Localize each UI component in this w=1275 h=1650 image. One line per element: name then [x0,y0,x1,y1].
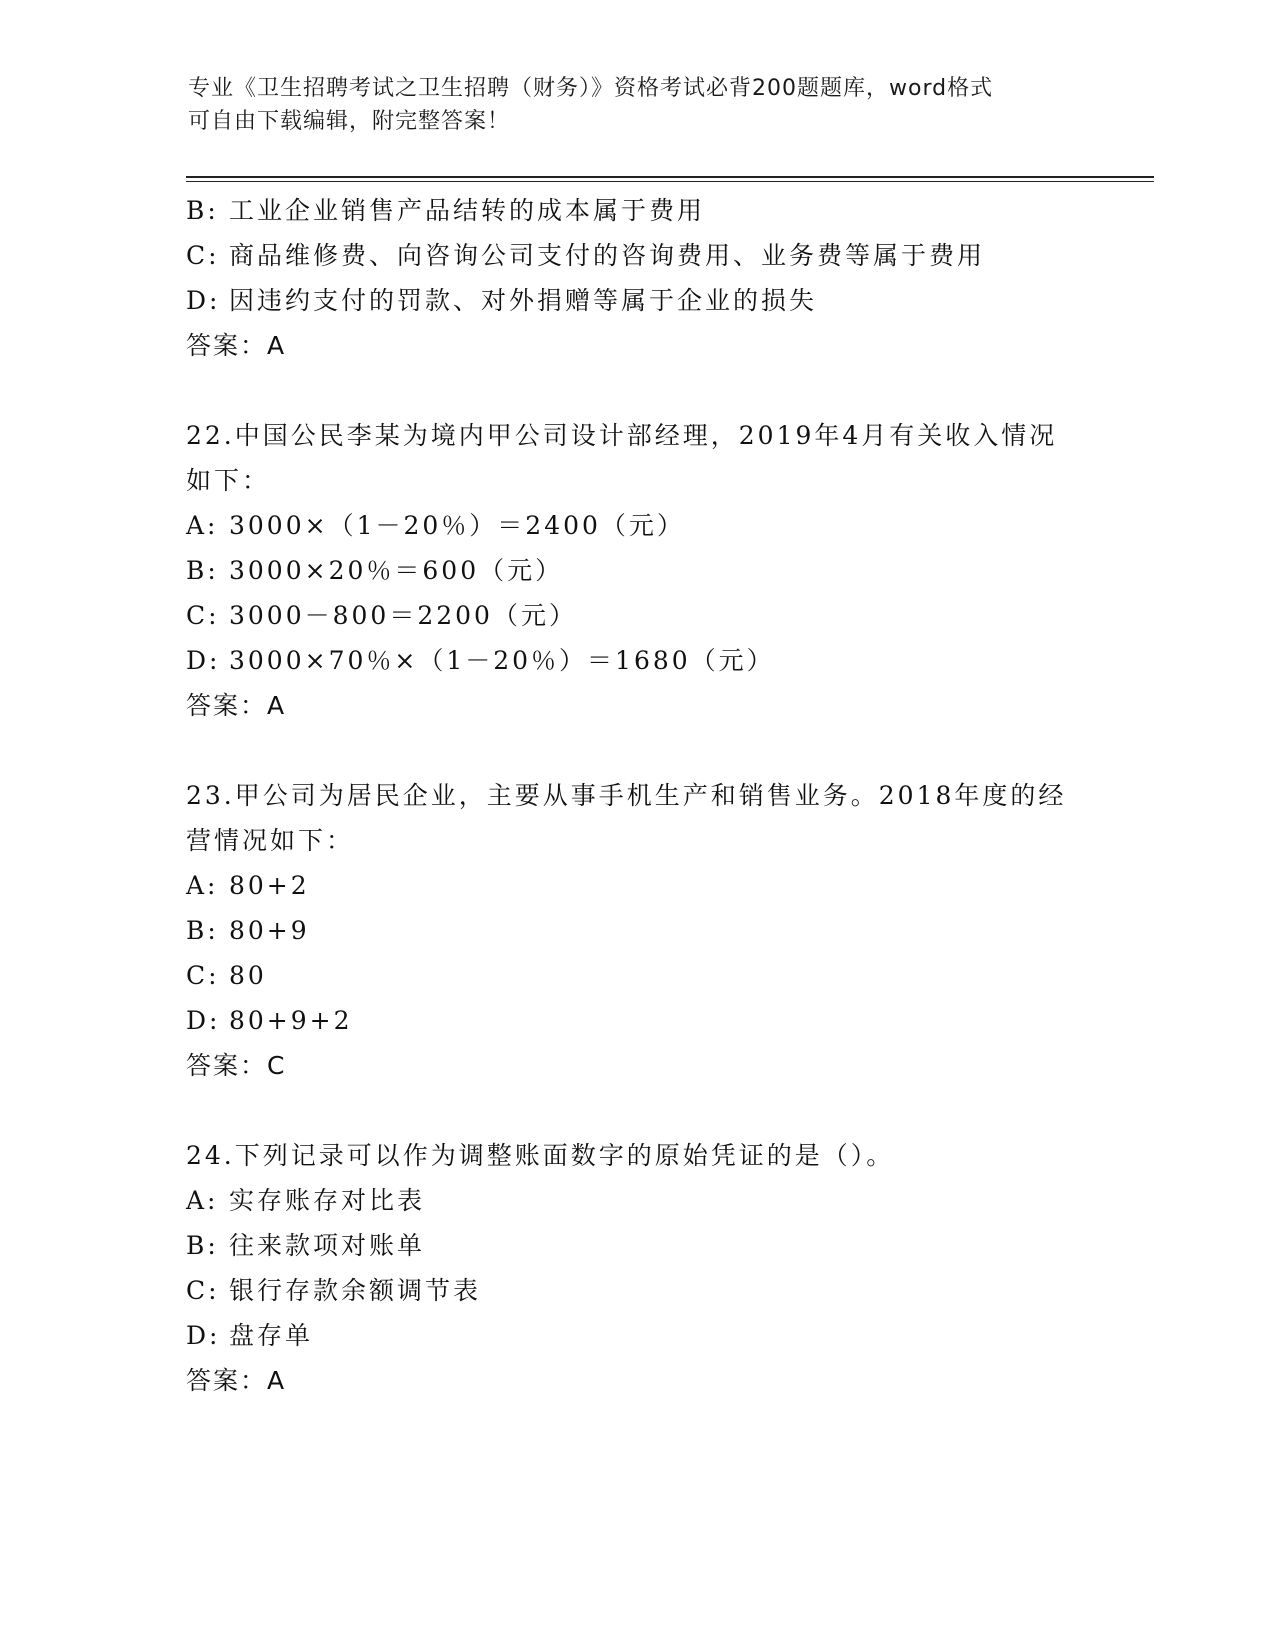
option-text: 盘存单 [229,1321,314,1350]
option-text: 往来款项对账单 [229,1231,426,1260]
option-key: B: [186,1231,219,1260]
option-c [186,1268,1086,1313]
option-text: 80 [229,961,267,990]
answer-line: 答案：A [186,1366,287,1395]
question-stem: 营情况如下： [186,826,355,855]
option-key: C: [186,1276,220,1305]
answer-line: 答案：A [186,331,287,360]
option-text: 3000×（1－20％）＝2400（元） [229,511,685,540]
option-key: C: [186,961,220,990]
option-d [186,278,1086,323]
option-a [186,1178,1086,1223]
header-divider-thick [186,176,1154,178]
question-stem: 23.甲公司为居民企业，主要从事手机生产和销售业务。2018年度的经 [186,781,1067,810]
header-divider-thin [186,181,1154,182]
option-text: 3000－800＝2200（元） [229,601,577,630]
option-c [186,233,1086,278]
question-21-continued [186,188,1086,368]
option-b [186,188,1086,233]
question-23 [186,773,1086,1088]
option-key: D: [186,646,221,675]
option-text: 实存账存对比表 [229,1186,426,1215]
option-text: 3000×20％＝600（元） [229,556,564,585]
option-text: 工业企业销售产品结转的成本属于费用 [229,196,706,225]
option-key: A: [186,511,219,540]
option-text: 80+9 [229,916,310,945]
question-content [186,188,1086,1403]
option-key: C: [186,601,220,630]
option-d [186,638,1086,683]
question-24 [186,1133,1086,1403]
document-header [188,72,1078,138]
option-key: D: [186,1006,221,1035]
spacer [186,728,1086,773]
option-d [186,998,1086,1043]
question-stem: 如下： [186,466,271,495]
spacer [186,368,1086,413]
option-text: 80+9+2 [229,1006,353,1035]
option-key: B: [186,916,219,945]
question-22 [186,413,1086,728]
option-key: D: [186,286,221,315]
option-key: A: [186,871,219,900]
option-b [186,1223,1086,1268]
header-title-line-1: 专业《卫生招聘考试之卫生招聘（财务）》资格考试必背200题题库，word格式 [188,76,994,101]
question-stem: 24.下列记录可以作为调整账面数字的原始凭证的是（）。 [186,1141,895,1170]
option-key: B: [186,556,219,585]
spacer [186,1088,1086,1133]
option-c [186,593,1086,638]
option-text: 银行存款余额调节表 [229,1276,482,1305]
option-key: A: [186,1186,219,1215]
option-a [186,503,1086,548]
option-key: D: [186,1321,221,1350]
option-c [186,953,1086,998]
option-text: 商品维修费、向咨询公司支付的咨询费用、业务费等属于费用 [229,241,986,270]
option-b [186,908,1086,953]
option-key: B: [186,196,219,225]
option-text: 3000×70％×（1－20％）＝1680（元） [229,646,775,675]
question-stem: 22.中国公民李某为境内甲公司设计部经理，2019年4月有关收入情况 [186,421,1058,450]
option-b [186,548,1086,593]
option-text: 因违约支付的罚款、对外捐赠等属于企业的损失 [229,286,818,315]
answer-line: 答案：C [186,1051,287,1080]
option-key: C: [186,241,220,270]
answer-line: 答案：A [186,691,287,720]
option-text: 80+2 [229,871,310,900]
header-title-line-2: 可自由下载编辑，附完整答案！ [188,109,511,134]
option-a [186,863,1086,908]
option-d [186,1313,1086,1358]
